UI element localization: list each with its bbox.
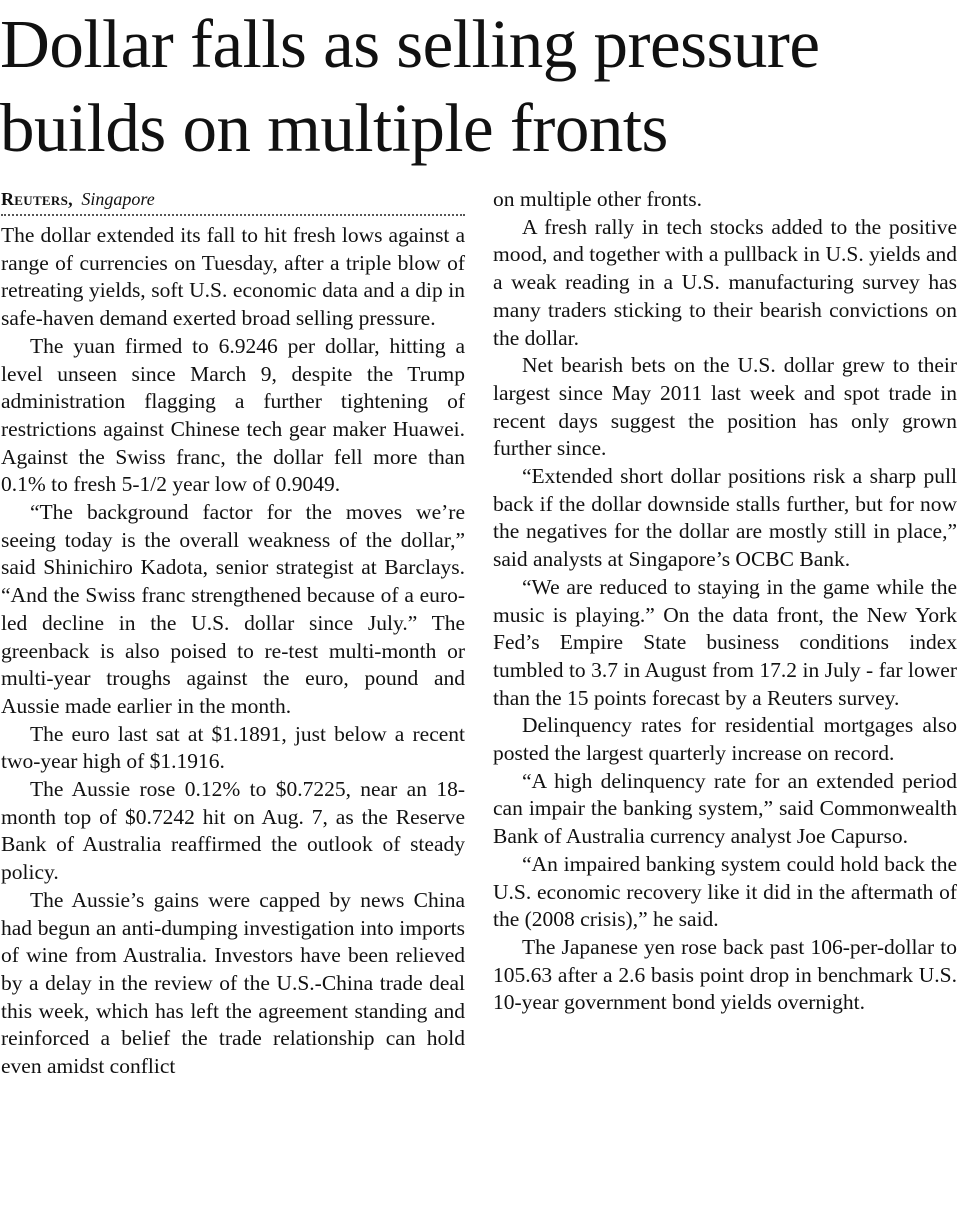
article-paragraph: “A high delinquency rate for an extended period can impair the banking system,” said Commonwealth Bank of Australia currency analyst Joe Capurso. [493, 768, 957, 849]
article-paragraph: The euro last sat at $1.1891, just below a recent two-year high of $1.1916. [1, 721, 465, 774]
article-paragraph: Delinquency rates for residential mortgages also posted the largest quarterly increase on record. [493, 713, 957, 766]
article-paragraph: A fresh rally in tech stocks added to the positive mood, and together with a pullback in U.S. yields and a weak reading in a U.S. manufacturing survey has many traders sticking to their bearish convictions on the dollar. [493, 214, 957, 350]
article-column-left [1, 186, 465, 1081]
article-paragraph: “An impaired banking system could hold back the U.S. economic recovery like it did in the aftermath of the (2008 crisis),” he said. [493, 851, 957, 932]
byline-dateline: Singapore [81, 189, 155, 209]
byline-agency: Reuters, [1, 189, 73, 209]
article-column-right [493, 186, 957, 1017]
headline: Dollar falls as selling pressure builds on multiple fronts [0, 6, 820, 166]
article-paragraph: The Aussie rose 0.12% to $0.7225, near an 18-month top of $0.7242 hit on Aug. 7, as the Reserve Bank of Australia reaffirmed the outlook of steady policy. [1, 777, 465, 885]
byline [1, 186, 465, 216]
article-paragraph: Net bearish bets on the U.S. dollar grew to their largest since May 2011 last week and spot trade in recent days suggest the position has only grown further since. [493, 353, 957, 461]
article-paragraph: The Aussie’s gains were capped by news China had begun an anti-dumping investigation into imports of wine from Australia. Investors have been relieved by a delay in the review of the U.S.-China trade deal this week, which has left the agreement standing and reinforced a belief the trade relationship can hold even amidst conflict [1, 887, 465, 1079]
article-paragraph: “We are reduced to staying in the game while the music is playing.” On the data front, the New York Fed’s Empire State business conditions index tumbled to 3.7 in August from 17.2 in July - far lower than the 15 points forecast by a Reuters survey. [493, 574, 957, 710]
article-paragraph: The dollar extended its fall to hit fresh lows against a range of currencies on Tuesday, after a triple blow of retreating yields, soft U.S. economic data and a dip in safe-haven demand exerted broad selling pressure. [1, 223, 465, 331]
article-paragraph: “The background factor for the moves we’re seeing today is the overall weakness of the dollar,” said Shinichiro Kadota, senior strategist at Barclays. “And the Swiss franc strengthened because of a euro-led decline in the U.S. dollar since July.” The greenback is also poised to re-test multi-month or multi-year troughs against the euro, pound and Aussie made earlier in the month. [1, 500, 465, 718]
article-paragraph: “Extended short dollar positions risk a sharp pull back if the dollar downside stalls further, but for now the negatives for the dollar are mostly still in place,” said analysts at Singapore’s OCBC Bank. [493, 464, 957, 572]
article-paragraph: The Japanese yen rose back past 106-per-dollar to 105.63 after a 2.6 basis point drop in benchmark U.S. 10-year government bond yields overnight. [493, 934, 957, 1015]
article-paragraph-continued: on multiple other fronts. [493, 187, 702, 211]
article-paragraph: The yuan firmed to 6.9246 per dollar, hitting a level unseen since March 9, despite the Trump administration flagging a further tightening of restrictions against Chinese tech gear maker Huawei. Against the Swiss franc, the dollar fell more than 0.1% to fresh 5-1/2 year low of 0.9049. [1, 333, 465, 497]
